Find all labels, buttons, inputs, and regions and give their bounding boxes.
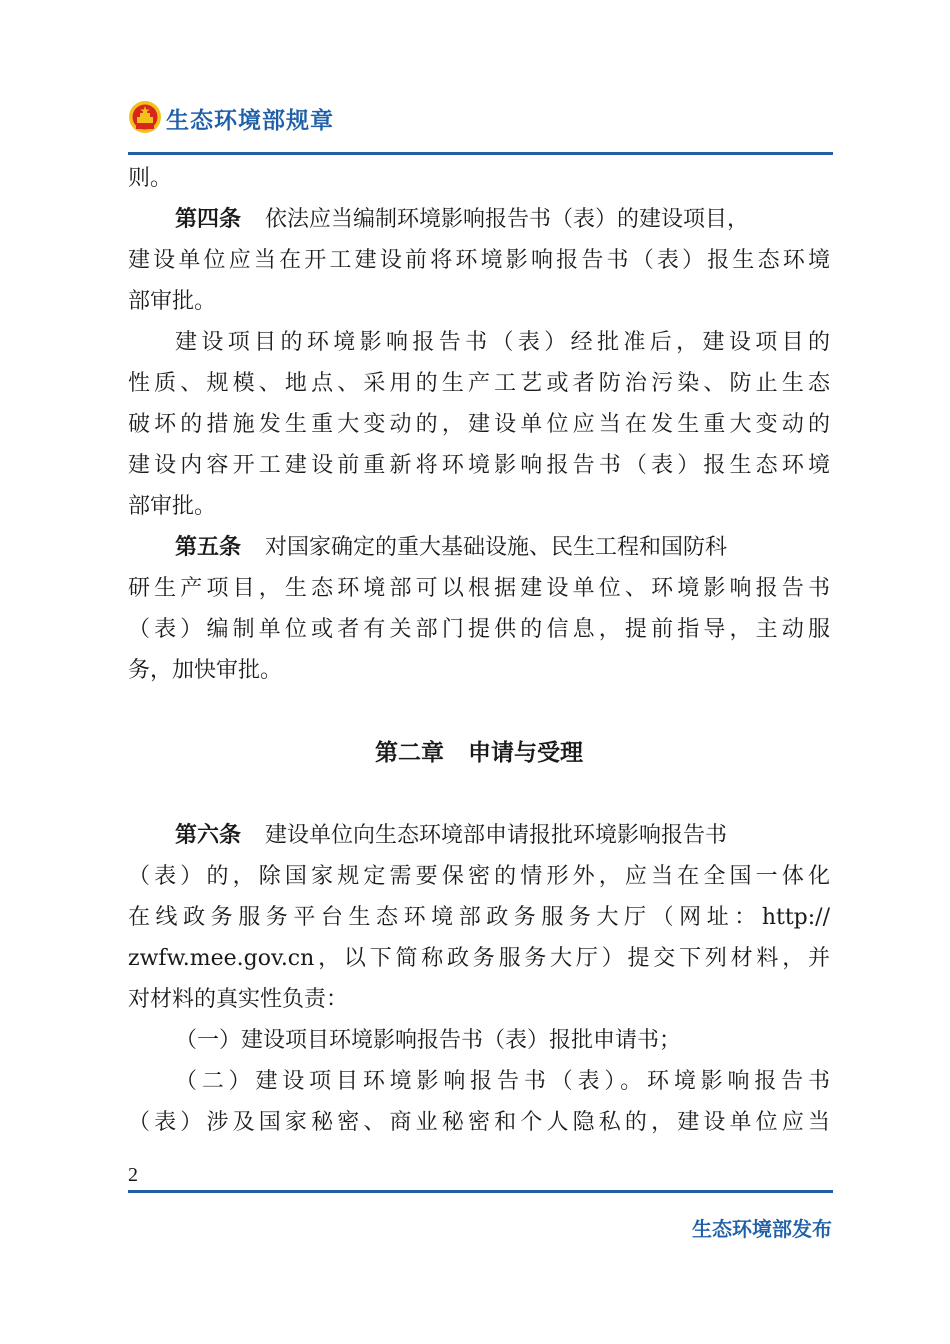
text-line: 务，加快审批。 bbox=[128, 658, 283, 683]
chapter-heading bbox=[128, 733, 830, 773]
article-6-paragraph bbox=[128, 815, 830, 856]
text-line: 建设单位应当在开工建设前将环境影响报告书（表）报生态环境 bbox=[128, 248, 830, 273]
article-4-paragraph bbox=[128, 199, 830, 240]
text-line: 部审批。 bbox=[128, 289, 217, 314]
header-title: 生态环境部规章 bbox=[166, 108, 334, 134]
article-heading: 第四条 bbox=[175, 207, 242, 232]
text-line: 则。 bbox=[128, 166, 173, 191]
text-line: （表）编制单位或者有关部门提供的信息，提前指导，主动服 bbox=[128, 617, 830, 642]
article-5-paragraph bbox=[128, 527, 830, 568]
chapter-title: 申请与受理 bbox=[468, 740, 583, 766]
article-heading: 第六条 bbox=[175, 823, 242, 848]
body-text-bottom bbox=[128, 815, 830, 1143]
text-line: 建设单位向生态环境部申请报批环境影响报告书 bbox=[265, 823, 728, 848]
text-line: （一）建设项目环境影响报告书（表）报批申请书； bbox=[175, 1028, 682, 1053]
text-line: 破坏的措施发生重大变动的，建设单位应当在发生重大变动的 bbox=[128, 412, 830, 437]
text-line: 建设项目的环境影响报告书（表）经批准后，建设项目的 bbox=[175, 330, 830, 355]
text-line: 建设内容开工建设前重新将环境影响报告书（表）报生态环境 bbox=[128, 453, 830, 478]
article-heading: 第五条 bbox=[175, 535, 242, 560]
text-line: 在线政务服务平台生态环境部政务服务大厅（网址：http:// bbox=[128, 905, 830, 930]
text-line: zwfw.mee.gov.cn，以下简称政务服务大厅）提交下列材料，并 bbox=[128, 946, 830, 971]
text-line: 研生产项目，生态环境部可以根据建设单位、环境影响报告书 bbox=[128, 576, 830, 601]
chapter-number: 第二章 bbox=[375, 740, 444, 766]
text-line: 对材料的真实性负责： bbox=[128, 987, 349, 1012]
text-line: （二）建设项目环境影响报告书（表）。环境影响报告书 bbox=[175, 1069, 830, 1094]
footer-publisher: 生态环境部发布 bbox=[692, 1217, 832, 1241]
footer-divider bbox=[128, 1190, 833, 1193]
text-line: 性质、规模、地点、采用的生产工艺或者防治污染、防止生态 bbox=[128, 371, 830, 396]
text-line: （表）涉及国家秘密、商业秘密和个人隐私的，建设单位应当 bbox=[128, 1110, 830, 1135]
national-emblem-icon bbox=[128, 100, 162, 134]
text-line: 部审批。 bbox=[128, 494, 217, 519]
text-line: （表）的，除国家规定需要保密的情形外，应当在全国一体化 bbox=[128, 864, 830, 889]
text-line: 对国家确定的重大基础设施、民生工程和国防科 bbox=[265, 535, 728, 560]
page-header bbox=[128, 96, 833, 158]
text-line: 依法应当编制环境影响报告书（表）的建设项目， bbox=[265, 207, 750, 232]
header-divider bbox=[128, 152, 833, 155]
page-number: 2 bbox=[128, 1164, 138, 1186]
body-text-top bbox=[128, 158, 830, 691]
